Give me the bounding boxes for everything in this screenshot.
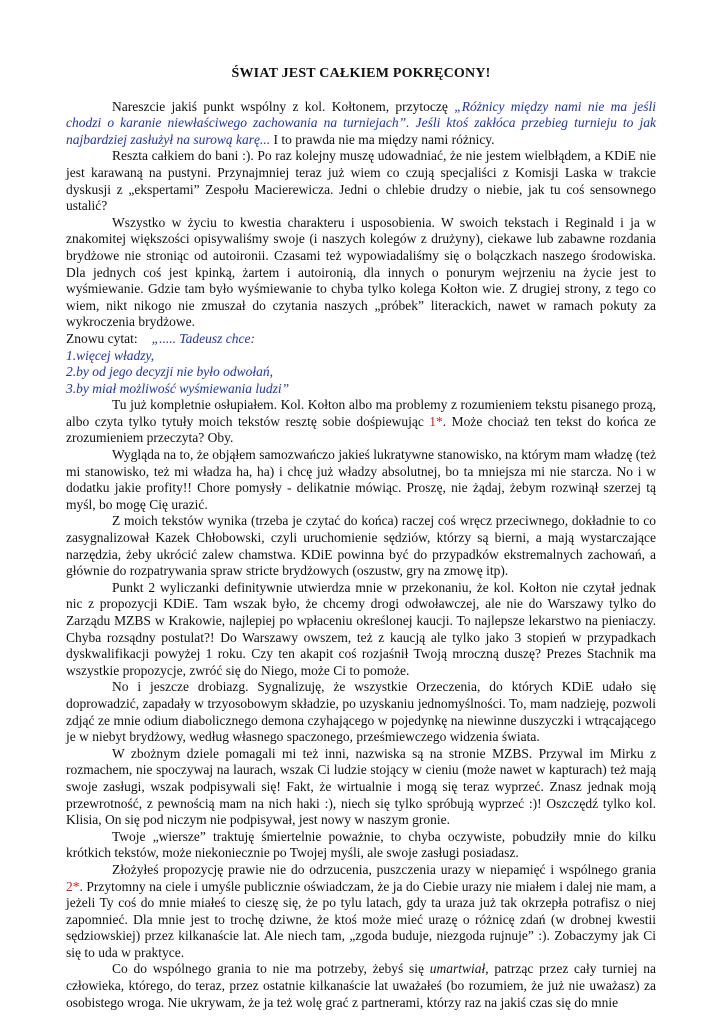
paragraph — [66, 961, 656, 1011]
paragraph: Punkt 2 wyliczanki definitywnie utwierdza mnie w przekonaniu, że kol. Kołton nie czytał jednak nic z propozycji KDiE. Tam wszak było, że chcemy drogi odwoławczej, ale nie do Warszawy tylko do Zarządu MZBS w Krakowie, najlepiej po wpłaceniu określonej kaucji. To najlepsze lekarstwo na pieniaczy. Chyba rozsądny postulat?! Do Warszawy owszem, też z kaucją ale tylko jako 3 stopień w przypadkach dyskwalifikacji powyżej 1 roku. Czy ten akapit coś rozjaśnił Twoją mroczną duszę? Prezes Stachnik ma wszystkie propozycje, zwróć się do Niego, może Ci to pomoże. — [66, 579, 656, 678]
paragraph-text: Co do wspólnego grania to nie ma potrzeby, żebyś się — [112, 961, 430, 977]
emphasis-text: umartwiał — [429, 961, 486, 977]
citation-header — [66, 331, 656, 348]
document-title: ŚWIAT JEST CAŁKIEM POKRĘCONY! — [231, 66, 491, 81]
paragraph: Reszta całkiem do bani :). Po raz kolejny muszę udowadniać, że nie jestem wielbłądem, a KDiE nie jest karawaną na pustyni. Przynajmniej teraz już wiem co czują specjaliści z Komisji Laska w trakcie dyskusji z „ekspertami” Zespołu Macierewicza. Jedni o chlebie drudzy o niebie, jak tu coś sensownego ustalić? — [66, 148, 656, 214]
paragraph-text: Złożyłeś propozycję prawie nie do odrzucenia, puszczenia urazy w niepamięć i wspólnego grania — [112, 861, 656, 877]
paragraph-text: . Może chociaż ten tekst do końca ze zrozumieniem przeczyta? Oby. — [66, 413, 656, 446]
paragraph: Z moich tekstów wynika (trzeba je czytać do końca) raczej coś wręcz przeciwnego, dokładnie to co zasygnalizował Kazek Chłobowski, czyli uruchomienie sędziów, którzy są bierni, a mają wystarczające narzędzia, żeby ukrócić zalew chamstwa. KDiE powinna być do przypadków ekstremalnych zachowań, a głównie do rozpatrywania spraw stricte brydżowych (oszustw, gry na zmowę itp). — [66, 513, 656, 579]
paragraph: Wszystko w życiu to kwestia charakteru i usposobienia. W swoich tekstach i Reginald i ja w znakomitej większości opisywaliśmy swoje (i naszych kolegów z drużyny), ciekawe lub zabawne rozdania brydżowe nie stroniąc od autoironii. Czasami też wypowiadaliśmy się o bolączkach naszego środowiska. Dla jednych coś jest kpinką, żartem i autoironią, dla innych o ponurym wejrzeniu na życie jest to wyśmiewanie. Gdzie tam było wyśmiewanie to chyba tylko kolega Kołton wie. Z drugiej strony, z tego co wiem, nikt nikogo nie zmuszał do czytania naszych „próbek” literackich, nawet w ramach pokuty za wykroczenia brydżowe. — [66, 214, 656, 330]
citation-head: „..... Tadeusz chce: — [151, 330, 255, 346]
footnote-mark: 1* — [429, 413, 443, 429]
paragraph-text: , patrząc przez cały turniej na człowieka, którego, do teraz, przez ostatnie kilkanaście lat uważałeś (bo rozumiem, że już nie uważasz) za osobistego wroga. Nie ukrywam, że ja też wolę grać z partnerami, którzy raz na jakiś czas się do mnie — [66, 961, 656, 1010]
citation-label: Znowu cytat: — [66, 330, 138, 346]
paragraph-text: Nareszcie jakiś punkt wspólny z kol. Kołtonem, przytoczę — [112, 98, 455, 114]
paragraph — [66, 99, 656, 149]
document-page — [66, 66, 656, 1011]
paragraph: W zbożnym dziele pomagali mi też inni, nazwiska są na stronie MZBS. Przywal im Mirku z rozmachem, nie spoczywaj na laurach, wszak Ci ludzie stojący w cieniu (może nawet w kapturach) też mają swoje zasługi, wszak podpisywali się! Fakt, że wirtualnie i mogą się teraz wyprzeć. Znasz jednak moją przewrotność, z pewnością mam na nich haki :), niech się tylko spróbują wyprzeć :)! Oszczędź tylko kol. Klisia, On się pod niczym nie podpisywał, jest nowy w naszym gronie. — [66, 745, 656, 828]
footnote-mark: 2* — [66, 878, 80, 894]
quote-text: „Różnicy między nami nie ma jeśli chodzi o karanie niewłaściwego zachowania na turniejach”. Jeśli ktoś zakłóca przebieg turnieju to jak najbardziej zasłużył na surową karę... — [66, 98, 656, 147]
paragraph — [66, 397, 656, 447]
paragraph: Twoje „wiersze” traktuję śmiertelnie poważnie, to chyba oczywiste, pobudziły mnie do kilku krótkich tekstów, może niekoniecznie po Twojej myśli, ale swoje zasługi posiadasz. — [66, 828, 656, 861]
paragraph-text: I to prawda nie ma między nami różnicy. — [270, 131, 495, 147]
citation-item: 1.więcej władzy, — [66, 347, 155, 363]
citation-item: 3.by miał możliwość wyśmiewania ludzi” — [66, 380, 290, 396]
paragraph-text: Tu już kompletnie osłupiałem. Kol. Kołton albo ma problemy z rozumieniem tekstu pisanego prozą, albo czyta tylko tytuły moich tekstów resztę sobie dośpiewując — [66, 397, 656, 429]
paragraph: No i jeszcze drobiazg. Sygnalizuję, że wszystkie Orzeczenia, do których KDiE udało się doprowadzić, zapadały w trzyosobowym składzie, po uzyskaniu jednomyślności. To, mam nadzieję, pozwoli zdjąć ze mnie odium diabolicznego demona czyhającego w pojedynkę na niewinne duszyczki i wtrącającego je w niebyt brydżowy, według własnego spaczonego, prześmiewczego widzenia świata. — [66, 679, 656, 745]
paragraph: Wygląda na to, że objąłem samozwańczo jakieś lukratywne stanowisko, na którym mam władzę (też mi stanowisko, też mi władza ha, ha) i chcę już władzy absolutnej, bo ta mniejsza mi nie starcza. No i w dodatku jakie profity!! Chore pomysły - delikatnie mówiąc. Proszę, nie żądaj, żebym rozwinął szerzej tą myśl, bo mogę Cię urazić. — [66, 447, 656, 512]
citation-item: 2.by od jego decyzji nie było odwołań, — [66, 364, 273, 380]
paragraph-text: . Przytomny na ciele i umyśle publicznie oświadczam, że ja do Ciebie urazy nie miałem i dalej nie mam, a jeżeli Ty coś do mnie miałeś to cieszę się, że po tylu latach, gdy ta uraza już tak okrzepła potrafisz o niej zapomnieć. Dla mnie jest to trochę dziwne, że ktoś może mieć urazę o różnicę zdań (w drobnej kwestii sędziowskiej) przez kilkanaście lat. Ale niech tam, „zgoda buduje, niezgoda rujnuje” :). Zobaczymy jak Ci się to uda w praktyce. — [66, 878, 656, 960]
paragraph — [66, 862, 656, 962]
